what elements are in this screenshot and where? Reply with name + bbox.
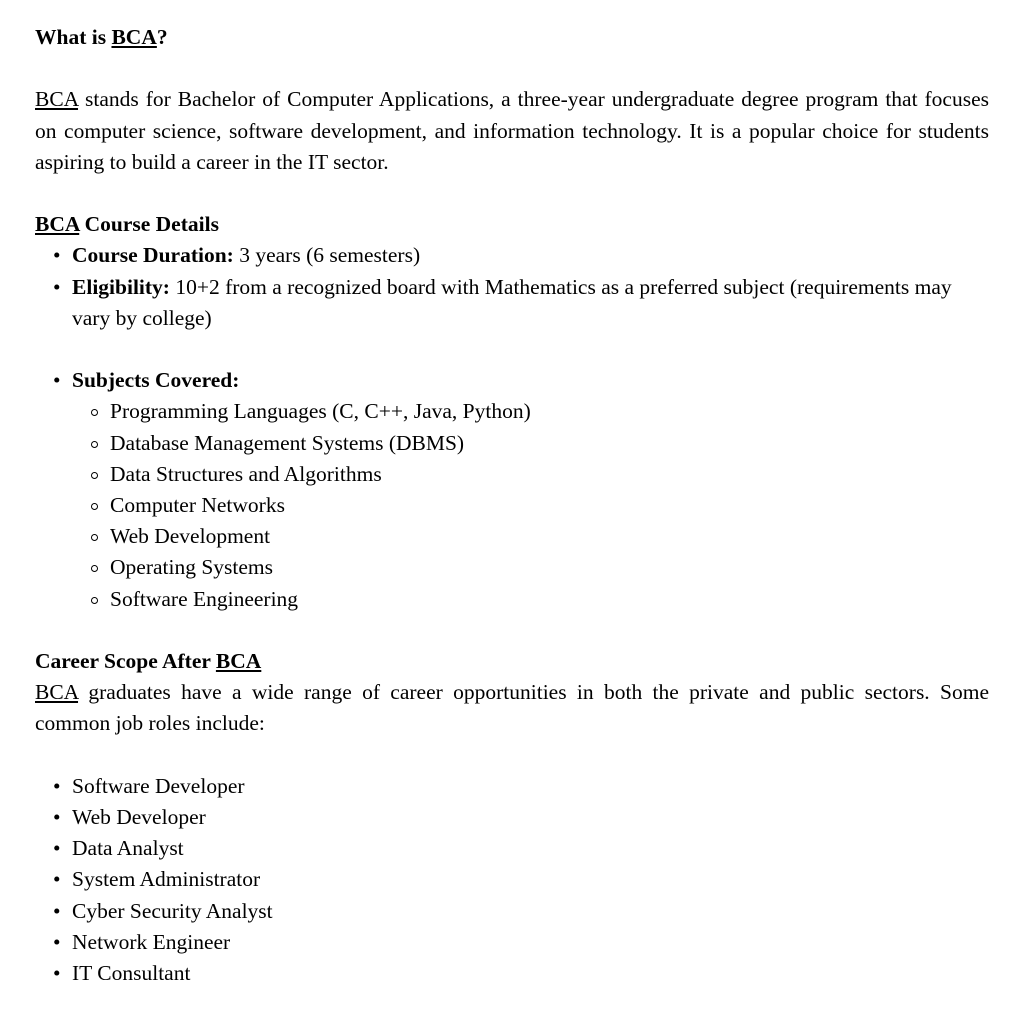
list-item: Data Structures and Algorithms (110, 459, 989, 490)
intro-paragraph (35, 84, 989, 178)
title-suffix: ? (156, 25, 168, 49)
list-item-eligibility (72, 272, 989, 334)
list-item-duration (72, 240, 989, 271)
list-item: • Cyber Security Analyst (72, 896, 989, 927)
eligibility-label: Eligibility: (72, 274, 170, 299)
course-details-list (35, 240, 989, 614)
title-abbr-bca: BCA (111, 25, 157, 49)
list-item: • Software Developer (72, 771, 989, 802)
list-item-subjects (72, 365, 989, 615)
subjects-label: Subjects Covered: (72, 368, 240, 393)
career-heading-text: Career Scope After (35, 649, 216, 673)
spacer (35, 740, 989, 771)
career-abbr-bca: BCA (35, 680, 79, 705)
duration-value: 3 years (6 semesters) (233, 243, 421, 268)
spacer (35, 615, 989, 646)
list-item: • Web Developer (72, 802, 989, 833)
intro-text: stands for Bachelor of Computer Applications, a three-year undergraduate degree program that focuses on computer science, software development, and information technology. It is a popular choice for students aspiring to build a career in the IT sector. (35, 87, 989, 174)
career-text: graduates have a wide range of career opportunities in both the private and public sectors. Some common job roles include: (35, 680, 989, 736)
list-item: • Network Engineer (72, 927, 989, 958)
list-item: • IT Consultant (72, 958, 989, 989)
course-heading-text: Course Details (79, 212, 219, 237)
list-item: Operating Systems (110, 552, 989, 583)
eligibility-value: 10+2 from a recognized board with Mathematics as a preferred subject (requirements may vary by college) (72, 274, 952, 330)
course-details-heading (35, 209, 989, 240)
subjects-list (72, 396, 989, 614)
title-prefix: What is (35, 25, 112, 49)
spacer (35, 53, 989, 84)
list-item: Computer Networks (110, 490, 989, 521)
spacer (35, 178, 989, 209)
list-item: Web Development (110, 521, 989, 552)
page-title (35, 22, 989, 53)
career-paragraph (35, 677, 989, 739)
list-item: Database Management Systems (DBMS) (110, 428, 989, 459)
list-item: Programming Languages (C, C++, Java, Python) (110, 396, 989, 427)
career-heading-abbr-bca: BCA (215, 649, 262, 673)
course-heading-abbr-bca: BCA (35, 212, 80, 237)
intro-abbr-bca: BCA (35, 87, 79, 112)
job-roles-list (35, 771, 989, 989)
list-item: Software Engineering (110, 584, 989, 615)
list-item: • System Administrator (72, 864, 989, 895)
duration-label: Course Duration: (72, 243, 234, 268)
list-item: • Data Analyst (72, 833, 989, 864)
career-scope-heading (35, 646, 989, 677)
